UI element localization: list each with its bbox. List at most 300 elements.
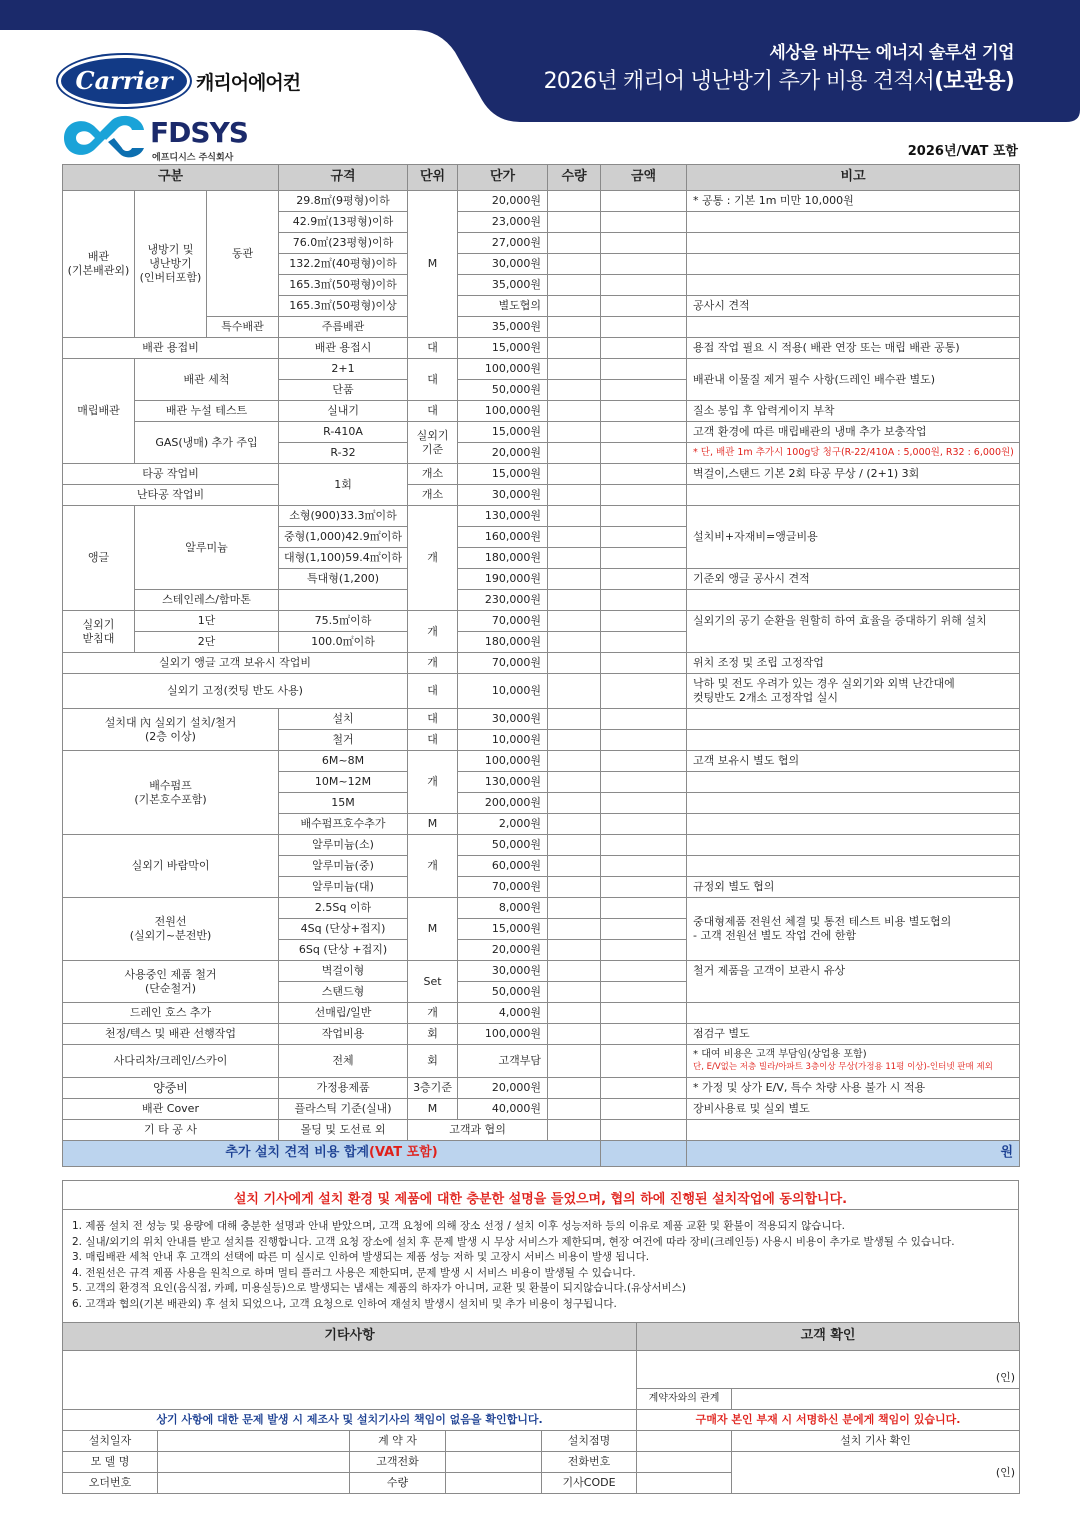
table-row <box>63 590 1020 611</box>
note-cell <box>687 772 1020 793</box>
spec-cell: 특대형(1,200) <box>279 569 408 590</box>
amount-input[interactable] <box>601 506 687 527</box>
price-cell: 50,000원 <box>458 380 548 401</box>
spec-cell: 76.0㎡(23평형)이하 <box>279 233 408 254</box>
note-cell: 고객 환경에 따른 매립배관의 냉매 추가 보충작업 <box>687 422 1020 443</box>
amount-input[interactable] <box>601 877 687 898</box>
note-cell <box>687 233 1020 254</box>
price-cell: 15,000원 <box>458 919 548 940</box>
price-cell: 고객부담 <box>458 1045 548 1078</box>
tech-code-input[interactable] <box>637 1473 732 1494</box>
price-cell: 30,000원 <box>458 709 548 730</box>
amount-input[interactable] <box>601 898 687 919</box>
amount-input[interactable] <box>601 730 687 751</box>
cust-phone-input[interactable] <box>446 1452 542 1473</box>
customer-seal[interactable]: (인) <box>637 1351 1020 1389</box>
note-cell <box>687 730 1020 751</box>
etc-header: 기타사항 <box>63 1323 637 1351</box>
qty-input[interactable] <box>548 506 601 527</box>
table-header-row <box>63 165 1020 191</box>
spec-cell: 100.0㎡이하 <box>279 632 408 653</box>
qty-input[interactable] <box>548 611 601 632</box>
amount-input[interactable] <box>601 611 687 632</box>
price-cell: 100,000원 <box>458 1024 548 1045</box>
category-drill-hard: 난타공 작업비 <box>63 485 279 506</box>
model-input[interactable] <box>158 1452 350 1473</box>
unit-cell: 개소 <box>408 464 458 485</box>
notice-item: 3. 매립배관 세척 안내 후 고객의 선택에 따른 미 실시로 인하여 발생되는 제품 성능 저하 및 고장시 서비스 비용이 발생 됩니다. <box>72 1251 650 1263</box>
qty-input[interactable] <box>548 275 601 296</box>
qty-input[interactable] <box>548 401 601 422</box>
spec-cell <box>279 590 408 611</box>
install-date-label: 설치일자 <box>63 1431 158 1452</box>
spec-cell: R-32 <box>279 443 408 464</box>
amount-input[interactable] <box>601 443 687 464</box>
order-input[interactable] <box>158 1473 350 1494</box>
qty-input[interactable] <box>548 485 601 506</box>
spec-cell: 선매립/일반 <box>279 1003 408 1024</box>
absence-note: 구매자 본인 부재 시 서명하신 분에게 책임이 있습니다. <box>637 1410 1020 1431</box>
signoff-row <box>63 1410 1020 1431</box>
relation-input[interactable] <box>732 1389 1020 1410</box>
note-cell: 용접 작업 필요 시 적용( 배관 연장 또는 매립 배관 공통) <box>687 338 1020 359</box>
qty-input[interactable] <box>548 856 601 877</box>
note-cell <box>687 814 1020 835</box>
qty-field-input[interactable] <box>446 1473 542 1494</box>
signoff-row <box>63 1351 1020 1389</box>
unit-cell: 개 <box>408 1003 458 1024</box>
amount-input[interactable] <box>601 380 687 401</box>
spec-cell: R-410A <box>279 422 408 443</box>
unit-cell: M <box>408 191 458 338</box>
spec-cell: 몰딩 및 도선료 외 <box>279 1120 408 1141</box>
price-cell: 60,000원 <box>458 856 548 877</box>
total-unit: 원 <box>687 1141 1020 1167</box>
qty-input[interactable] <box>548 254 601 275</box>
price-cell: 2,000원 <box>458 814 548 835</box>
note-cell: * 공통 : 기본 1m 미만 10,000원 <box>687 191 1020 212</box>
amount-input[interactable] <box>601 317 687 338</box>
qty-input[interactable] <box>548 191 601 212</box>
qty-input[interactable] <box>548 1045 601 1078</box>
spec-cell: 설치 <box>279 709 408 730</box>
amount-input[interactable] <box>601 569 687 590</box>
amount-input[interactable] <box>601 653 687 674</box>
amount-input[interactable] <box>601 212 687 233</box>
category-alu: 알루미늄 <box>135 506 279 590</box>
qty-label: 수량 <box>350 1473 446 1494</box>
unit-cell: 대 <box>408 401 458 422</box>
amount-input[interactable] <box>601 527 687 548</box>
category-fix: 실외기 고정(컷팅 반도 사용) <box>63 674 408 709</box>
note-cell: 배관내 이물질 제거 필수 사항(드레인 배수관 별도) <box>687 359 1020 401</box>
header-qty: 수량 <box>548 165 601 191</box>
notice-item: 1. 제품 설치 전 성능 및 용량에 대해 충분한 설명과 안내 받았으며, 고객 요청에 의해 장소 선정 / 설치 이후 성능저하 등의 이유로 제품 교환 및 환불이 적용되지 않습니다. <box>72 1220 845 1232</box>
category-ladder: 사다리차/크레인/스카이 <box>63 1045 279 1078</box>
price-cell: 100,000원 <box>458 359 548 380</box>
qty-input[interactable] <box>548 898 601 919</box>
amount-input[interactable] <box>601 793 687 814</box>
qty-input[interactable] <box>548 877 601 898</box>
price-cell: 230,000원 <box>458 590 548 611</box>
signoff-row <box>63 1431 1020 1452</box>
qty-input[interactable] <box>548 1099 601 1120</box>
amount-input[interactable] <box>601 835 687 856</box>
amount-input[interactable] <box>601 359 687 380</box>
qty-input[interactable] <box>548 527 601 548</box>
total-amount-input[interactable] <box>601 1141 687 1167</box>
install-date-input[interactable] <box>158 1431 350 1452</box>
note-cell: 위치 조정 및 조립 고정작업 <box>687 653 1020 674</box>
amount-input[interactable] <box>601 772 687 793</box>
order-label: 오더번호 <box>63 1473 158 1494</box>
price-cell: 200,000원 <box>458 793 548 814</box>
note-cell <box>687 275 1020 296</box>
amount-input[interactable] <box>601 548 687 569</box>
amount-input[interactable] <box>601 961 687 982</box>
price-cell: 별도협의 <box>458 296 548 317</box>
notice-item: 6. 고객과 협의(기본 배관외) 후 설치 되었으나, 고객 요청으로 인하여 재설치 발생시 설치비 및 추가 비용이 청구됩니다. <box>72 1297 617 1310</box>
spec-cell: 10M~12M <box>279 772 408 793</box>
amount-input[interactable] <box>601 1120 687 1141</box>
spec-cell: 42.9㎡(13평형)이하 <box>279 212 408 233</box>
price-table <box>62 164 1020 1167</box>
spec-cell: 2+1 <box>279 359 408 380</box>
installer-confirm-label: 설치 기사 확인 <box>732 1431 1020 1452</box>
category-angle: 앵글 <box>63 506 135 611</box>
table-row <box>63 422 1020 443</box>
table-row <box>63 961 1020 982</box>
notice-item: 5. 고객의 환경적 요인(음식점, 카페, 미용실등)으로 발생되는 냄새는 제품의 하자가 아니며, 교환 및 환불이 되지않습니다.(유상서비스) <box>72 1282 686 1294</box>
qty-input[interactable] <box>548 1024 601 1045</box>
amount-input[interactable] <box>601 401 687 422</box>
amount-input[interactable] <box>601 254 687 275</box>
spec-cell: 배관 용접시 <box>279 338 408 359</box>
contractor-label: 계 약 자 <box>350 1431 446 1452</box>
liability-note: 상기 사항에 대한 문제 발생 시 제조사 및 설치기사의 책임이 없음을 확인합니다. <box>63 1410 637 1431</box>
table-row <box>63 611 1020 632</box>
qty-input[interactable] <box>548 296 601 317</box>
price-cell: 160,000원 <box>458 527 548 548</box>
spec-cell: 가정용제품 <box>279 1078 408 1099</box>
qty-input[interactable] <box>548 961 601 982</box>
qty-input[interactable] <box>548 548 601 569</box>
category-stand-2: 2단 <box>135 632 279 653</box>
table-row <box>63 506 1020 527</box>
amount-input[interactable] <box>601 1078 687 1099</box>
spec-cell: 작업비용 <box>279 1024 408 1045</box>
note-cell <box>687 709 1020 730</box>
unit-cell: M <box>408 898 458 961</box>
store-input[interactable] <box>637 1431 732 1452</box>
price-cell: 20,000원 <box>458 443 548 464</box>
spec-cell: 알루미늄(소) <box>279 835 408 856</box>
table-row <box>63 191 1020 212</box>
spec-cell: 6M~8M <box>279 751 408 772</box>
amount-input[interactable] <box>601 590 687 611</box>
price-cell: 20,000원 <box>458 191 548 212</box>
category-own-angle: 실외기 앵글 고객 보유시 작업비 <box>63 653 408 674</box>
amount-input[interactable] <box>601 422 687 443</box>
amount-input[interactable] <box>601 674 687 709</box>
spec-cell: 벽걸이형 <box>279 961 408 982</box>
amount-input[interactable] <box>601 191 687 212</box>
price-cell: 10,000원 <box>458 730 548 751</box>
amount-input[interactable] <box>601 940 687 961</box>
category-welding: 배관 용접비 <box>63 338 279 359</box>
spec-cell: 철거 <box>279 730 408 751</box>
table-row <box>63 1099 1020 1120</box>
signoff-row <box>63 1452 1020 1473</box>
category-pump: 배수펌프 (기본호수포함) <box>63 751 279 835</box>
svg-text:FDSYS: FDSYS <box>150 116 248 149</box>
amount-input[interactable] <box>601 632 687 653</box>
amount-input[interactable] <box>601 1045 687 1078</box>
unit-cell: 대 <box>408 674 458 709</box>
note-cell: 벽걸이,스탠드 기본 2회 타공 무상 / (2+1) 3회 <box>687 464 1020 485</box>
category-gas: GAS(냉매) 추가 주입 <box>135 422 279 464</box>
price-cell: 130,000원 <box>458 506 548 527</box>
amount-input[interactable] <box>601 751 687 772</box>
note-cell: 장비사용료 및 실외 별도 <box>687 1099 1020 1120</box>
spec-cell: 실내기 <box>279 401 408 422</box>
signoff-table <box>62 1322 1020 1494</box>
notice-item: 4. 전원선은 규격 제품 사용을 원칙으로 하며 멀티 플러그 사용은 제한되며, 문제 발생 시 서비스 비용이 발생될 수 있습니다. <box>72 1266 636 1279</box>
qty-input[interactable] <box>548 317 601 338</box>
category-drill: 타공 작업비 <box>63 464 279 485</box>
model-label: 모 델 명 <box>63 1452 158 1473</box>
price-cell: 4,000원 <box>458 1003 548 1024</box>
unit-cell: 개 <box>408 506 458 611</box>
price-cell: 50,000원 <box>458 982 548 1003</box>
qty-input[interactable] <box>548 359 601 380</box>
category-remove: 사용중인 제품 철거 (단순철거) <box>63 961 279 1003</box>
price-cell: 180,000원 <box>458 632 548 653</box>
qty-input[interactable] <box>548 464 601 485</box>
price-cell: 15,000원 <box>458 338 548 359</box>
spec-cell: 132.2㎡(40평형)이하 <box>279 254 408 275</box>
qty-input[interactable] <box>548 632 601 653</box>
table-row <box>63 835 1020 856</box>
amount-input[interactable] <box>601 1099 687 1120</box>
table-row <box>63 1078 1020 1099</box>
qty-input[interactable] <box>548 730 601 751</box>
unit-cell: 개 <box>408 751 458 814</box>
installer-seal[interactable]: (인) <box>732 1452 1020 1494</box>
unit-cell: 대 <box>408 730 458 751</box>
amount-input[interactable] <box>601 275 687 296</box>
qty-input[interactable] <box>548 814 601 835</box>
amount-input[interactable] <box>601 233 687 254</box>
table-row <box>63 317 1020 338</box>
note-cell <box>687 1120 1020 1141</box>
qty-input[interactable] <box>548 919 601 940</box>
unit-cell: M <box>408 1099 458 1120</box>
note-cell: 점검구 별도 <box>687 1024 1020 1045</box>
price-cell: 23,000원 <box>458 212 548 233</box>
signoff-header-row <box>63 1323 1020 1351</box>
qty-input[interactable] <box>548 751 601 772</box>
table-row <box>63 338 1020 359</box>
spec-cell: 중형(1,000)42.9㎡이하 <box>279 527 408 548</box>
qty-input[interactable] <box>548 443 601 464</box>
note-cell: 실외기의 공기 순환을 원할히 하여 효율을 증대하기 위해 설치 <box>687 611 1020 653</box>
price-cell: 8,000원 <box>458 898 548 919</box>
header-amount: 금액 <box>601 165 687 191</box>
note-cell: 중대형제품 전원선 체결 및 통전 테스트 비용 별도협의 - 고객 전원선 별도 작업 건에 한함 <box>687 898 1020 961</box>
phone-label: 전화번호 <box>542 1452 637 1473</box>
note-cell: 기준외 앵글 공사시 견적 <box>687 569 1020 590</box>
amount-input[interactable] <box>601 296 687 317</box>
category-ac: 냉방기 및 냉난방기 (인버터포함) <box>135 191 207 338</box>
page-title: 2026년 캐리어 냉난방기 추가 비용 견적서(보관용) <box>543 69 1014 94</box>
qty-input[interactable] <box>548 709 601 730</box>
unit-cell: 대 <box>408 709 458 730</box>
etc-notes-input[interactable] <box>63 1351 637 1410</box>
unit-cell: 회 <box>408 1024 458 1045</box>
category-copper: 동관 <box>207 191 279 317</box>
qty-input[interactable] <box>548 338 601 359</box>
table-row <box>63 464 1020 485</box>
price-cell: 30,000원 <box>458 961 548 982</box>
amount-input[interactable] <box>601 856 687 877</box>
qty-input[interactable] <box>548 940 601 961</box>
spec-cell: 스탠드형 <box>279 982 408 1003</box>
unit-cell: Set <box>408 961 458 1003</box>
qty-input[interactable] <box>548 380 601 401</box>
spec-cell: 6Sq (단상 +접지) <box>279 940 408 961</box>
spec-cell: 배수펌프호수추가 <box>279 814 408 835</box>
category-piping: 배관 (기본배관외) <box>63 191 135 338</box>
contractor-input[interactable] <box>446 1431 542 1452</box>
qty-input[interactable] <box>548 1078 601 1099</box>
price-cell: 고객과 협의 <box>408 1120 548 1141</box>
spec-cell: 주름배관 <box>279 317 408 338</box>
price-cell: 15,000원 <box>458 422 548 443</box>
note-cell: 규정외 별도 협의 <box>687 877 1020 898</box>
price-cell: 190,000원 <box>458 569 548 590</box>
price-cell: 50,000원 <box>458 835 548 856</box>
qty-input[interactable] <box>548 1003 601 1024</box>
amount-input[interactable] <box>601 709 687 730</box>
amount-input[interactable] <box>601 1024 687 1045</box>
unit-cell: 개 <box>408 653 458 674</box>
price-cell: 20,000원 <box>458 940 548 961</box>
amount-input[interactable] <box>601 338 687 359</box>
table-row <box>63 1024 1020 1045</box>
spec-cell: 165.3㎡(50평형)이상 <box>279 296 408 317</box>
amount-input[interactable] <box>601 814 687 835</box>
qty-input[interactable] <box>548 653 601 674</box>
price-cell: 30,000원 <box>458 485 548 506</box>
note-cell <box>687 1045 1020 1078</box>
unit-cell: 실외기 기준 <box>408 422 458 464</box>
unit-cell: 대 <box>408 359 458 401</box>
category-drain: 드레인 호스 추가 <box>63 1003 279 1024</box>
category-stainless: 스테인레스/함마톤 <box>135 590 279 611</box>
qty-input[interactable] <box>548 233 601 254</box>
qty-input[interactable] <box>548 422 601 443</box>
note-cell <box>687 856 1020 877</box>
price-cell: 35,000원 <box>458 317 548 338</box>
price-cell: 100,000원 <box>458 401 548 422</box>
amount-input[interactable] <box>601 982 687 1003</box>
spec-cell: 29.8㎡(9평형)이하 <box>279 191 408 212</box>
table-row <box>63 709 1020 730</box>
note-cell <box>687 485 1020 506</box>
phone-input[interactable] <box>637 1452 732 1473</box>
header-slogan: 세상을 바꾸는 에너지 솔루션 기업 <box>769 43 1014 63</box>
qty-input[interactable] <box>548 772 601 793</box>
qty-input[interactable] <box>548 835 601 856</box>
note-cell: 설치비+자재비=앵글비용 <box>687 506 1020 569</box>
price-cell: 35,000원 <box>458 275 548 296</box>
category-power: 전원선 (실외기~분전반) <box>63 898 279 961</box>
table-row <box>63 401 1020 422</box>
spec-cell: 소형(900)33.3㎡이하 <box>279 506 408 527</box>
agreement-notice <box>62 1180 1019 1324</box>
total-row <box>63 1141 1020 1167</box>
qty-input[interactable] <box>548 212 601 233</box>
total-label: 추가 설치 견적 비용 합계(VAT 포함) <box>63 1141 601 1167</box>
unit-cell: 개 <box>408 835 458 898</box>
relation-label: 계약자와의 관계 <box>637 1389 732 1410</box>
note-cell: 낙하 및 전도 우려가 있는 경우 실외기와 외벽 난간대에 컷팅반도 2개소 고정작업 실시 <box>687 674 1020 709</box>
qty-input[interactable] <box>548 569 601 590</box>
price-cell: 40,000원 <box>458 1099 548 1120</box>
unit-cell: 3층기준 <box>408 1078 458 1099</box>
note-cell <box>687 835 1020 856</box>
qty-input[interactable] <box>548 674 601 709</box>
spec-cell: 165.3㎡(50평형)이하 <box>279 275 408 296</box>
header-spec: 규격 <box>279 165 408 191</box>
qty-input[interactable] <box>548 1120 601 1141</box>
spec-cell: 알루미늄(대) <box>279 877 408 898</box>
price-cell: 27,000원 <box>458 233 548 254</box>
unit-cell: 회 <box>408 1045 458 1078</box>
carrier-logo: Carrier <box>58 55 190 107</box>
spec-cell: 15M <box>279 793 408 814</box>
category-cover: 배관 Cover <box>63 1099 279 1120</box>
spec-cell: 단품 <box>279 380 408 401</box>
table-row <box>63 653 1020 674</box>
cust-phone-label: 고객전화 <box>350 1452 446 1473</box>
spec-cell: 2.5Sq 이하 <box>279 898 408 919</box>
amount-input[interactable] <box>601 919 687 940</box>
amount-input[interactable] <box>601 464 687 485</box>
unit-cell: 개소 <box>408 485 458 506</box>
notice-title: 설치 기사에게 설치 환경 및 제품에 대한 충분한 설명을 들었으며, 협의 하에 진행된 설치작업에 동의합니다. <box>233 1192 848 1207</box>
note-cell <box>687 793 1020 814</box>
note-cell: 철거 제품을 고객이 보관시 유상 <box>687 961 1020 1003</box>
category-wind: 실외기 바람막이 <box>63 835 279 898</box>
qty-input[interactable] <box>548 982 601 1003</box>
table-row <box>63 485 1020 506</box>
category-stand: 실외기 받침대 <box>63 611 135 653</box>
category-buried: 매립배관 <box>63 359 135 464</box>
header-category: 구분 <box>63 165 279 191</box>
note-cell <box>687 1003 1020 1024</box>
category-etc: 기 타 공 사 <box>63 1120 279 1141</box>
qty-input[interactable] <box>548 793 601 814</box>
amount-input[interactable] <box>601 1003 687 1024</box>
qty-input[interactable] <box>548 590 601 611</box>
header-unit: 단위 <box>408 165 458 191</box>
store-label: 설치점명 <box>542 1431 637 1452</box>
price-cell: 20,000원 <box>458 1078 548 1099</box>
amount-input[interactable] <box>601 485 687 506</box>
year-vat-label: 2026년/VAT 포함 <box>907 144 1018 159</box>
